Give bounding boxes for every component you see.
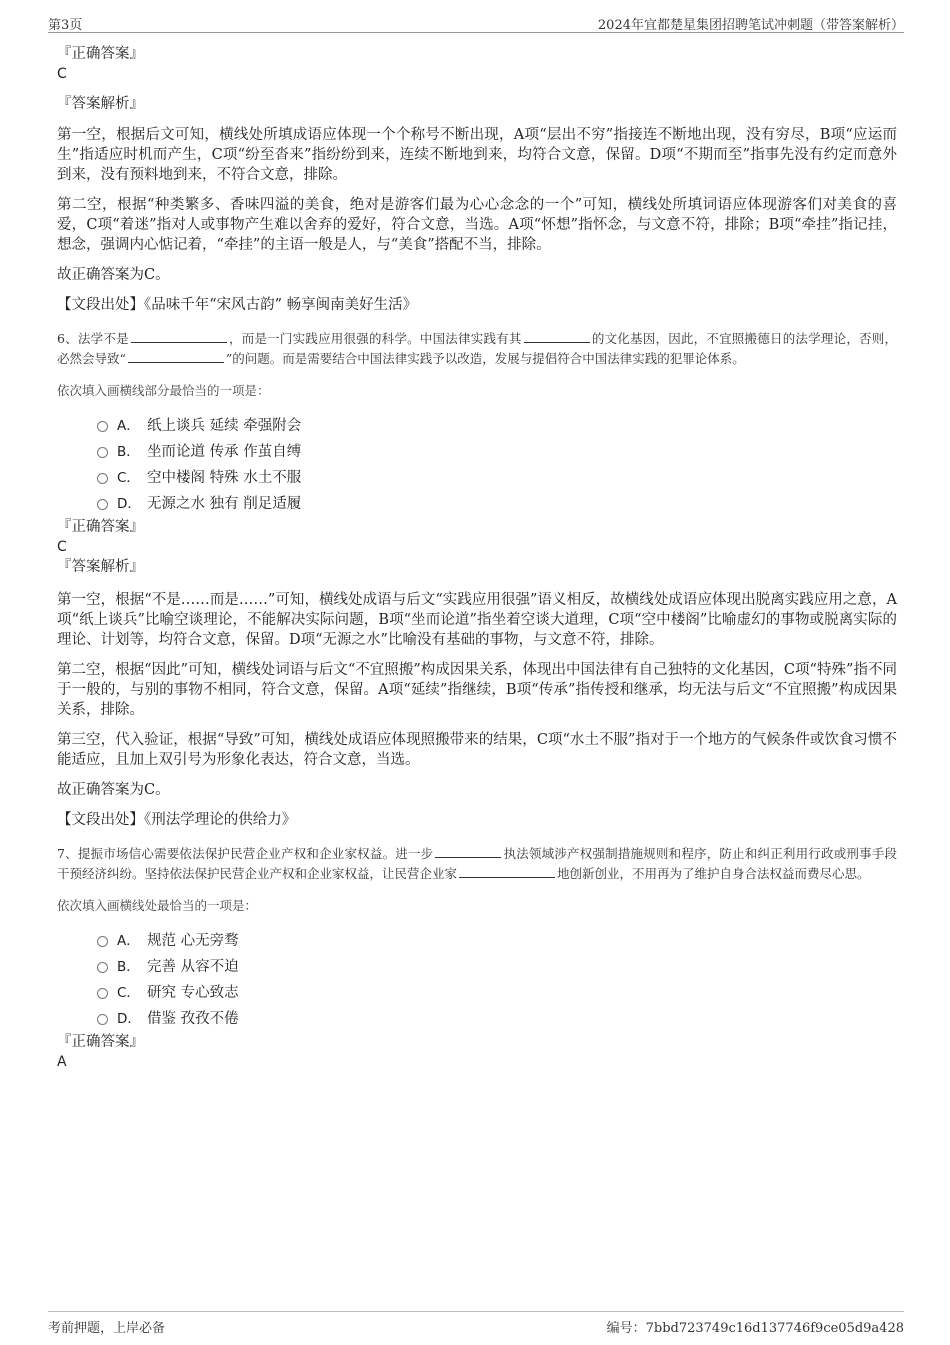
q6-correct-label: 『正确答案』	[57, 519, 144, 535]
radio-icon[interactable]	[97, 988, 108, 999]
footer-slogan: 考前押题，上岸必备	[48, 1321, 166, 1336]
q6-analysis-label: 『答案解析』	[57, 559, 144, 575]
q6-stem: 6、法学不是 ，而是一门实践应用很强的科学。中国法律实践有其 的文化基因，因此，不宜照搬德日的法学理论，否则，必然会导致“ ”的问题。而是需要结合中国法律实践予以改造，发展与提倡符合中国法律实践的犯罪论体系。	[57, 331, 897, 366]
q5-answer: C	[57, 66, 67, 82]
q6-analysis-1: 第一空，根据“不是……而是……”可知，横线处成语与后文“实践应用很强”语义相反，故横线处成语应体现出脱离实践应用之意，A项“纸上谈兵”比喻空谈理论，不能解决实际问题，B项“坐而论道”指坐着空谈大道理，C项“空中楼阁”比喻虚幻的事物或脱离实际的理论、计划等，均符合文意，保留。D项“无源之水”比喻没有基础的事物，与文意不符，排除。	[57, 592, 897, 648]
q6-analysis-2: 第二空，根据“因此”可知，横线处词语与后文“不宜照搬”构成因果关系，体现出中国法律有自己独特的文化基因，C项“特殊”指不同于一般的，与别的事物不相同，符合文意，保留。A项“延续”指继续，B项“传承”指传授和继承，均无法与后文“不宜照搬”构成因果关系，排除。	[57, 662, 897, 718]
radio-icon[interactable]	[97, 473, 108, 484]
q6-option-c[interactable]: C． 空中楼阁 特殊 水土不服	[97, 465, 897, 491]
radio-icon[interactable]	[97, 936, 108, 947]
blank-2	[524, 330, 590, 343]
radio-icon[interactable]	[97, 447, 108, 458]
source-prefix: 【文段出处】	[57, 812, 144, 828]
q5-correct-label: 『正确答案』	[57, 46, 144, 62]
blank-1	[131, 330, 227, 343]
document-id: 编号：7bbd723749c16d137746f9ce05d9a428	[606, 1321, 904, 1336]
q7-options	[57, 928, 897, 1032]
q5-analysis-2: 第二空，根据“种类繁多、香味四溢的美食，绝对是游客们最为心心念念的一个”可知，横线处所填词语应体现游客们对美食的喜爱，C项“着迷”指对人或事物产生难以舍弃的爱好，符合文意，当选。A项“怀想”指怀念，与文意不符，排除；B项“牵挂”指记挂，想念，强调内心惦记着，“牵挂”的主语一般是人，与“美食”搭配不当，排除。	[57, 197, 897, 253]
q6-source	[57, 810, 897, 830]
q5-analysis-1: 第一空，根据后文可知，横线处所填成语应体现一个个称号不断出现，A项“层出不穷”指接连不断地出现，没有穷尽，B项“应运而生”指适应时机而产生，C项“纷至沓来”指纷纷到来，连续不断地到来，均符合文意，保留。D项“不期而至”指事先没有约定而意外到来，没有预料地到来，不符合文意，排除。	[57, 127, 897, 183]
q7-prompt: 依次填入画横线处最恰当的一项是：	[57, 898, 258, 913]
blank-3	[128, 350, 224, 363]
radio-icon[interactable]	[97, 421, 108, 432]
q5-analysis-label: 『答案解析』	[57, 96, 144, 112]
q7-correct-label: 『正确答案』	[57, 1034, 144, 1050]
q6-analysis-3: 第三空，代入验证，根据“导致”可知，横线处成语应体现照搬带来的结果，C项“水土不服”指对于一个地方的气候条件或饮食习惯不能适应，且加上双引号为形象化表达，符合文意，当选。	[57, 732, 897, 768]
page-content	[57, 44, 897, 1072]
q7-stem: 7、提振市场信心需要依法保护民营企业产权和企业家权益。进一步 执法领域涉产权强制措施规则和程序，防止和纠正利用行政或刑事手段干预经济纠纷。坚持依法保护民营企业产权和企业家权益，让民营企业家 地创新创业，不用再为了维护自身合法权益而费尽心思。	[57, 846, 897, 881]
q6-options	[57, 413, 897, 517]
q6-option-a[interactable]: A． 纸上谈兵 延续 牵强附会	[97, 413, 897, 439]
q6-answer: C	[57, 539, 67, 555]
radio-icon[interactable]	[97, 1014, 108, 1025]
q6-option-b[interactable]: B． 坐而论道 传承 作茧自缚	[97, 439, 897, 465]
radio-icon[interactable]	[97, 499, 108, 510]
q6-analysis-4: 故正确答案为C。	[57, 782, 170, 798]
q7-option-b[interactable]: B． 完善 从容不迫	[97, 954, 897, 980]
radio-icon[interactable]	[97, 962, 108, 973]
q6-option-d[interactable]: D． 无源之水 独有 削足适履	[97, 491, 897, 517]
blank-1	[435, 845, 501, 858]
q7-option-a[interactable]: A． 规范 心无旁骛	[97, 928, 897, 954]
blank-2	[459, 865, 555, 878]
q6-prompt: 依次填入画横线部分最恰当的一项是：	[57, 383, 270, 398]
q5-source	[57, 295, 897, 315]
q5-analysis-3: 故正确答案为C。	[57, 267, 170, 283]
q5-source-title: 《品味千年“宋风古韵” 畅享闽南美好生活》	[144, 297, 418, 313]
q7-answer: A	[57, 1054, 67, 1070]
q7-option-c[interactable]: C． 研究 专心致志	[97, 980, 897, 1006]
page-number: 第3页	[48, 18, 83, 33]
document-title: 2024年宜都楚星集团招聘笔试冲刺题（带答案解析）	[597, 18, 904, 33]
q7-option-d[interactable]: D． 借鉴 孜孜不倦	[97, 1006, 897, 1032]
page-header	[48, 12, 904, 33]
page-footer	[48, 1311, 904, 1338]
source-prefix: 【文段出处】	[57, 297, 144, 313]
q6-source-title: 《刑法学理论的供给力》	[144, 812, 297, 828]
